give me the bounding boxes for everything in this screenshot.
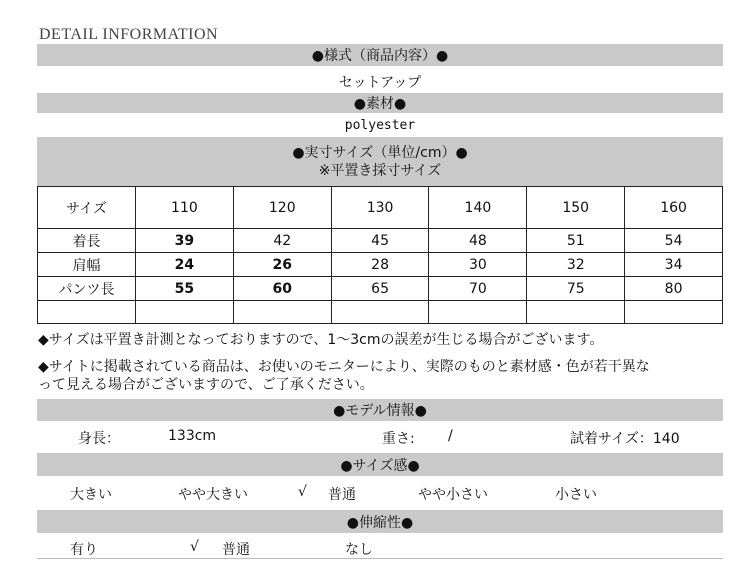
table-row xyxy=(38,229,723,253)
table-cell: 75 xyxy=(527,277,625,301)
fit-check-mark: √ xyxy=(298,484,307,500)
model-weight-label: 重さ: xyxy=(382,431,415,447)
model-section-header xyxy=(37,399,723,421)
model-height-label: 身長： xyxy=(78,431,120,447)
color-note-line2: って見える場合がございますので、ご了承ください。 xyxy=(38,377,374,393)
fit-option-normal: 普通 xyxy=(328,487,356,503)
table-cell: 70 xyxy=(429,277,527,301)
size-header-cell: 120 xyxy=(233,187,331,229)
fit-section-title: ●サイズ感● xyxy=(340,457,420,474)
size-measure-note: ◆サイズは平置き計測となっておりますので、1～3cmの誤差が生じる場合がございます。 xyxy=(38,332,604,348)
size-header-cell: 130 xyxy=(331,187,429,229)
size-header-cell: 160 xyxy=(625,187,723,229)
size-section-title: ●実寸サイズ（単位/cm）● xyxy=(292,144,468,161)
row-label: 着長 xyxy=(38,229,136,253)
table-cell: 24 xyxy=(136,253,234,277)
table-cell: 65 xyxy=(331,277,429,301)
stretch-option-none: なし xyxy=(345,542,373,558)
stretch-check-mark: √ xyxy=(190,539,199,555)
row-label: パンツ長 xyxy=(38,277,136,301)
size-table-header-row xyxy=(38,187,723,229)
table-cell: 55 xyxy=(136,277,234,301)
size-header-cell: 140 xyxy=(429,187,527,229)
size-header-cell: 110 xyxy=(136,187,234,229)
table-cell: 51 xyxy=(527,229,625,253)
row-label: 肩幅 xyxy=(38,253,136,277)
fit-section-header xyxy=(37,453,723,476)
size-table xyxy=(37,186,723,324)
fit-option-large: 大きい xyxy=(70,487,112,503)
model-fit-size: 試着サイズ：140 xyxy=(570,431,680,447)
size-header-cell: 150 xyxy=(527,187,625,229)
table-row-empty xyxy=(38,301,723,324)
stretch-option-yes: 有り xyxy=(70,542,98,558)
table-cell: 32 xyxy=(527,253,625,277)
material-section-header xyxy=(37,93,723,113)
model-section-title: ●モデル情報● xyxy=(333,403,427,419)
table-cell: 34 xyxy=(625,253,723,277)
table-cell: 30 xyxy=(429,253,527,277)
fit-option-slightly-large: やや大きい xyxy=(178,487,248,503)
table-cell: 28 xyxy=(331,253,429,277)
table-cell: 60 xyxy=(233,277,331,301)
empty-cell xyxy=(429,301,527,324)
table-cell: 45 xyxy=(331,229,429,253)
table-cell: 48 xyxy=(429,229,527,253)
material-section-title: ●素材● xyxy=(353,96,407,112)
empty-cell xyxy=(38,301,136,324)
empty-cell xyxy=(331,301,429,324)
material-value: polyester xyxy=(344,118,416,133)
bottom-divider xyxy=(37,558,723,559)
table-cell: 80 xyxy=(625,277,723,301)
fit-option-slightly-small: やや小さい xyxy=(418,487,488,503)
empty-cell xyxy=(625,301,723,324)
empty-cell xyxy=(233,301,331,324)
style-section-header xyxy=(37,44,723,66)
model-height-value: 133cm xyxy=(168,428,217,444)
model-weight-value: / xyxy=(448,428,453,444)
stretch-section-header xyxy=(37,510,723,533)
empty-cell xyxy=(136,301,234,324)
style-section-title: ●様式（商品内容）● xyxy=(311,48,449,64)
size-section-header xyxy=(37,137,723,186)
size-header-cell: サイズ xyxy=(38,187,136,229)
page-title: DETAIL INFORMATION xyxy=(39,26,219,43)
empty-cell xyxy=(527,301,625,324)
table-row xyxy=(38,253,723,277)
fit-option-small: 小さい xyxy=(555,487,597,503)
stretch-option-normal: 普通 xyxy=(222,542,250,558)
color-note-line1: ◆サイトに掲載されている商品は、お使いのモニターにより、実際のものと素材感・色が若干異な xyxy=(38,359,650,375)
style-value: セットアップ xyxy=(338,75,422,91)
table-cell: 42 xyxy=(233,229,331,253)
table-cell: 39 xyxy=(136,229,234,253)
table-row xyxy=(38,277,723,301)
size-section-subtitle: ※平置き採寸サイズ xyxy=(318,162,442,179)
table-cell: 54 xyxy=(625,229,723,253)
table-cell: 26 xyxy=(233,253,331,277)
stretch-section-title: ●伸縮性● xyxy=(346,514,414,531)
